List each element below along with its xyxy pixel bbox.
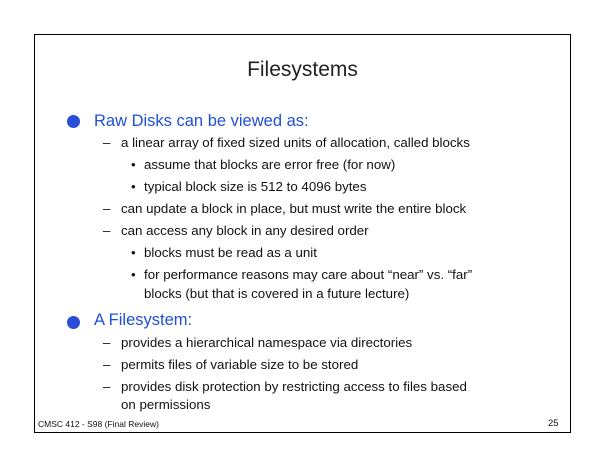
dot-marker: • (131, 157, 136, 172)
item-hierarchical-namespace: provides a hierarchical namespace via directories (121, 335, 413, 350)
slide-title: Filesystems (247, 58, 358, 81)
subitem-future-lecture: blocks (but that is covered in a future lecture) (144, 286, 410, 301)
dash-marker: – (103, 379, 111, 394)
item-access-any-block: can access any block in any desired order (121, 223, 369, 238)
dash-marker: – (103, 357, 111, 372)
subitem-error-free: assume that blocks are error free (for now) (144, 157, 396, 172)
footer-page-number: 25 (548, 418, 559, 429)
dot-marker: • (131, 179, 136, 194)
subitem-block-size: typical block size is 512 to 4096 bytes (144, 179, 367, 194)
item-permissions: on permissions (121, 397, 211, 412)
section-heading-filesystem: A Filesystem: (94, 311, 193, 329)
dash-marker: – (103, 335, 111, 350)
dot-marker: • (131, 267, 136, 282)
bullet-dot-icon (67, 115, 80, 128)
section-heading-raw-disks: Raw Disks can be viewed as: (94, 112, 309, 130)
item-linear-array: a linear array of fixed sized units of allocation, called blocks (121, 135, 470, 150)
subitem-near-far: for performance reasons may care about “near” vs. “far” (144, 267, 473, 282)
subitem-read-as-unit: blocks must be read as a unit (144, 245, 317, 260)
footer-course: CMSC 412 - S98 (Final Review) (38, 419, 159, 429)
item-disk-protection: provides disk protection by restricting access to files based (121, 379, 467, 394)
dot-marker: • (131, 245, 136, 260)
bullet-dot-icon (67, 316, 80, 329)
item-variable-size: permits files of variable size to be stored (121, 357, 359, 372)
dash-marker: – (103, 201, 111, 216)
dash-marker: – (103, 223, 111, 238)
item-update-block: can update a block in place, but must write the entire block (121, 201, 467, 216)
dash-marker: – (103, 135, 111, 150)
